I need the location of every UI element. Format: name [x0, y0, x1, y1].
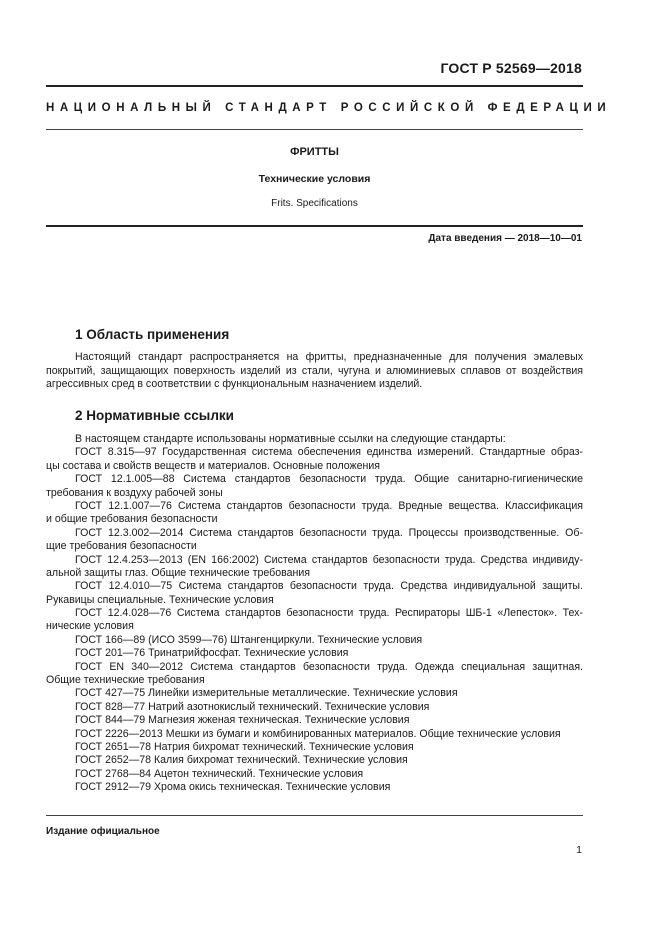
list-item: ГОСТ 12.1.007—76 Система стандартов безопасности труда. Вредные вещества. Классификация	[75, 499, 583, 512]
national-standard-title: НАЦИОНАЛЬНЫЙ СТАНДАРТ РОССИЙСКОЙ ФЕДЕРАЦИИ	[46, 102, 612, 114]
footer-rule	[46, 815, 583, 816]
date-rule	[46, 225, 583, 227]
list-item: и общие требования безопасности	[46, 513, 218, 526]
list-item: ГОСТ 12.4.028—76 Система стандартов безопасности труда. Респираторы ШБ-1 «Лепесток». Тех-	[75, 607, 583, 620]
list-item: ГОСТ 2912—79 Хрома окись техническая. Технические условия	[75, 781, 391, 794]
list-item: ГОСТ 201—76 Тринатрийфосфат. Технические условия	[75, 647, 349, 660]
list-item: ГОСТ 2226—2013 Мешки из бумаги и комбинированных материалов. Общие технические условия	[75, 727, 561, 740]
list-item: ГОСТ 12.1.005—88 Система стандартов безопасности труда. Общие санитарно-гигиенические	[75, 473, 583, 486]
document-english-title: Frits. Specifications	[271, 198, 358, 209]
list-item: нические условия	[46, 620, 134, 633]
list-item: В настоящем стандарте использованы нормативные ссылки на следующие стандарты:	[75, 433, 506, 445]
section-2-heading: 2 Нормативные ссылки	[75, 408, 234, 423]
page-number: 1	[576, 844, 582, 856]
title-rule	[46, 129, 583, 130]
list-item: требования к воздуху рабочей зоны	[46, 486, 223, 499]
list-item: ГОСТ 2768—84 Ацетон технический. Технические условия	[75, 767, 364, 780]
list-item: ГОСТ EN 340—2012 Система стандартов безопасности труда. Одежда специальная защитная.	[75, 660, 583, 673]
normative-references-list	[46, 433, 583, 795]
introduction-date: Дата введения — 2018—10—01	[428, 233, 582, 244]
list-item: ГОСТ 12.4.010—75 Система стандартов безопасности труда. Средства индивидуальной защиты.	[75, 580, 583, 593]
list-item: альной защиты глаз. Общие технические требования	[46, 566, 311, 579]
list-item: ГОСТ 844—79 Магнезия жженая техническая. Технические условия	[75, 714, 410, 727]
list-item: Рукавицы специальные. Технические условия	[46, 593, 274, 606]
list-item: ГОСТ 8.315—97 Государственная система обеспечения единства измерений. Стандартные образ-	[75, 446, 583, 459]
list-item: ГОСТ 2652—78 Калия бихромат технический. Технические условия	[75, 754, 408, 767]
section-1-heading: 1 Область применения	[75, 327, 230, 342]
list-item: Общие технические требования	[46, 674, 205, 687]
list-item: ГОСТ 166—89 (ИСО 3599—76) Штангенциркули. Технические условия	[75, 633, 423, 646]
top-rule	[46, 85, 583, 87]
section-1-text: Настоящий стандарт распространяется на фритты, предназначенные для получения эмалевых покрытий, защищающих поверхность изделий из стали, чугуна и алюминиевых сплавов от воздействия агрессивных сред в соответствии с функциональным назначением изделий.	[46, 351, 583, 390]
list-item: ГОСТ 828—77 Натрий азотнокислый технический. Технические условия	[75, 700, 430, 713]
official-edition-label: Издание официальное	[46, 826, 160, 837]
gost-number: ГОСТ Р 52569—2018	[440, 60, 582, 76]
list-item: цы состава и свойств веществ и материалов. Основные положения	[46, 459, 380, 472]
list-item: ГОСТ 2651—78 Натрия бихромат технический. Технические условия	[75, 740, 414, 753]
list-item: ГОСТ 12.4.253—2013 (EN 166:2002) Система стандартов безопасности труда. Средства индивиду-	[75, 553, 583, 566]
list-item: ГОСТ 427—75 Линейки измерительные металлические. Технические условия	[75, 687, 458, 700]
document-subtitle: Технические условия	[258, 173, 371, 185]
list-item: ГОСТ 12.3.002—2014 Система стандартов безопасности труда. Процессы производственные. Об-	[75, 526, 583, 539]
document-title: ФРИТТЫ	[290, 146, 339, 158]
list-item: щие требования безопасности	[46, 540, 197, 553]
